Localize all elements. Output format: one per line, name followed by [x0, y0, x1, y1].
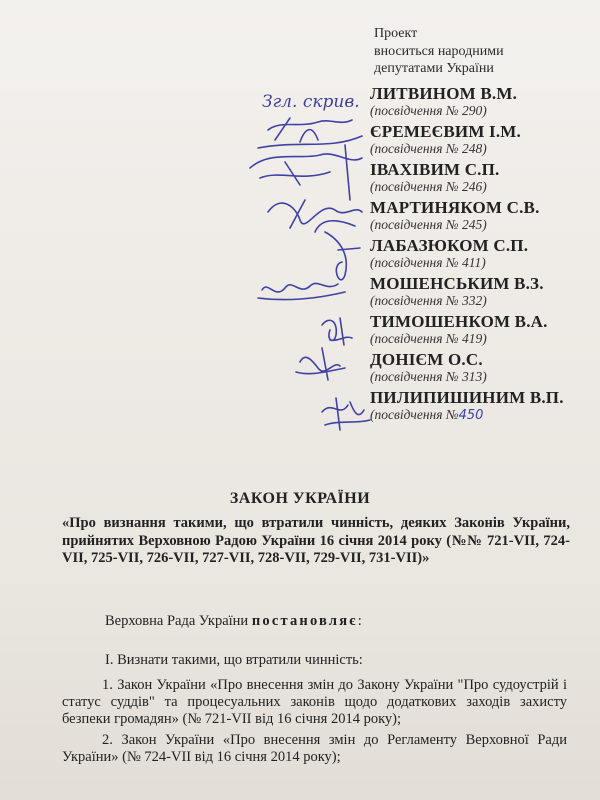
deputy-entry	[370, 123, 564, 161]
deputy-certificate: (посвідчення № 411)	[370, 255, 486, 270]
signature-yeremeiev	[258, 118, 362, 148]
preamble-decree: постановляє	[251, 613, 358, 629]
deputy-name: ЛАБАЗЮКОМ С.П.	[370, 236, 529, 255]
deputy-name: ПИЛИПИШИНИМ В.П.	[370, 388, 564, 407]
deputy-name: ЛИТВИНОМ В.М.	[370, 84, 518, 103]
deputy-name: МАРТИНЯКОМ С.В.	[370, 198, 540, 217]
deputy-certificate: (посвідчення № 419)	[370, 331, 487, 346]
deputy-certificate: (посвідчення № 246)	[370, 179, 487, 194]
signature-moshenskyi	[258, 283, 345, 299]
signature-labaziuk	[325, 232, 360, 280]
project-line: Проект	[374, 26, 418, 41]
deputy-name: МОШЕНСЬКИМ В.З.	[370, 274, 544, 293]
section-heading: I. Визнати такими, що втратили чинність:	[105, 652, 363, 668]
deputy-entry	[370, 161, 564, 199]
signature-ivakhiv	[250, 145, 362, 200]
preamble	[105, 613, 600, 630]
deputy-entry	[370, 275, 564, 313]
deputy-certificate: (посвідчення № 248)	[370, 141, 487, 156]
signature-martyniak	[268, 200, 362, 232]
deputy-certificate	[370, 407, 564, 424]
deputy-name: ДОНІЄМ О.С.	[370, 350, 483, 369]
deputy-certificate: (посвідчення № 290)	[370, 103, 487, 118]
signature-doniy	[296, 348, 345, 380]
deputy-name: ЄРЕМЕЄВИМ І.М.	[370, 122, 521, 141]
deputy-entry	[370, 199, 564, 237]
signature-pylypyshyn	[322, 398, 370, 430]
signature-litvyn: Згл. скрив.	[262, 92, 360, 112]
law-item: 2. Закон України «Про внесення змін до Регламенту Верховної Ради України» (№ 724-VII від 16 січня 2014 року);	[62, 732, 567, 765]
deputy-entry	[370, 313, 564, 351]
deputy-certificate: (посвідчення № 313)	[370, 369, 487, 384]
handwritten-number: 450	[458, 408, 484, 423]
project-header	[374, 25, 504, 78]
law-item: 1. Закон України «Про внесення змін до Закону України "Про судоустрій і статус суддів" та процесуальних законів щодо додаткових заходів захисту безпеки громадян» (№ 721-VII від 16 січня 2014 року);	[62, 677, 567, 727]
deputies-list	[370, 85, 564, 427]
deputy-entry	[370, 237, 564, 275]
signature-tymoshenko	[322, 318, 352, 345]
preamble-prefix: Верховна Рада України	[105, 613, 249, 629]
deputy-entry	[370, 351, 564, 389]
document-subtitle: «Про визнання такими, що втратили чинність, деяких Законів України, прийнятих Верховною Радою України 16 січня 2014 року (№№ 721-VII, 724-VII, 725-VII, 726-VII, 727-VII, 728-VII, 729-VII, 731-VII)»	[62, 515, 570, 566]
deputy-entry	[370, 85, 564, 123]
preamble-suffix: :	[357, 613, 362, 629]
project-line: депутатами України	[374, 61, 494, 76]
deputy-certificate: (посвідчення № 332)	[370, 293, 487, 308]
project-line: вноситься народними	[374, 43, 504, 59]
deputy-name: ТИМОШЕНКОМ В.А.	[370, 312, 548, 331]
deputy-certificate: (посвідчення № 245)	[370, 217, 487, 232]
deputy-entry	[370, 389, 564, 427]
deputy-cert-prefix: (посвідчення №	[370, 407, 459, 422]
deputy-name: ІВАХІВИМ С.П.	[370, 160, 500, 179]
document-title: ЗАКОН УКРАЇНИ	[229, 490, 371, 507]
